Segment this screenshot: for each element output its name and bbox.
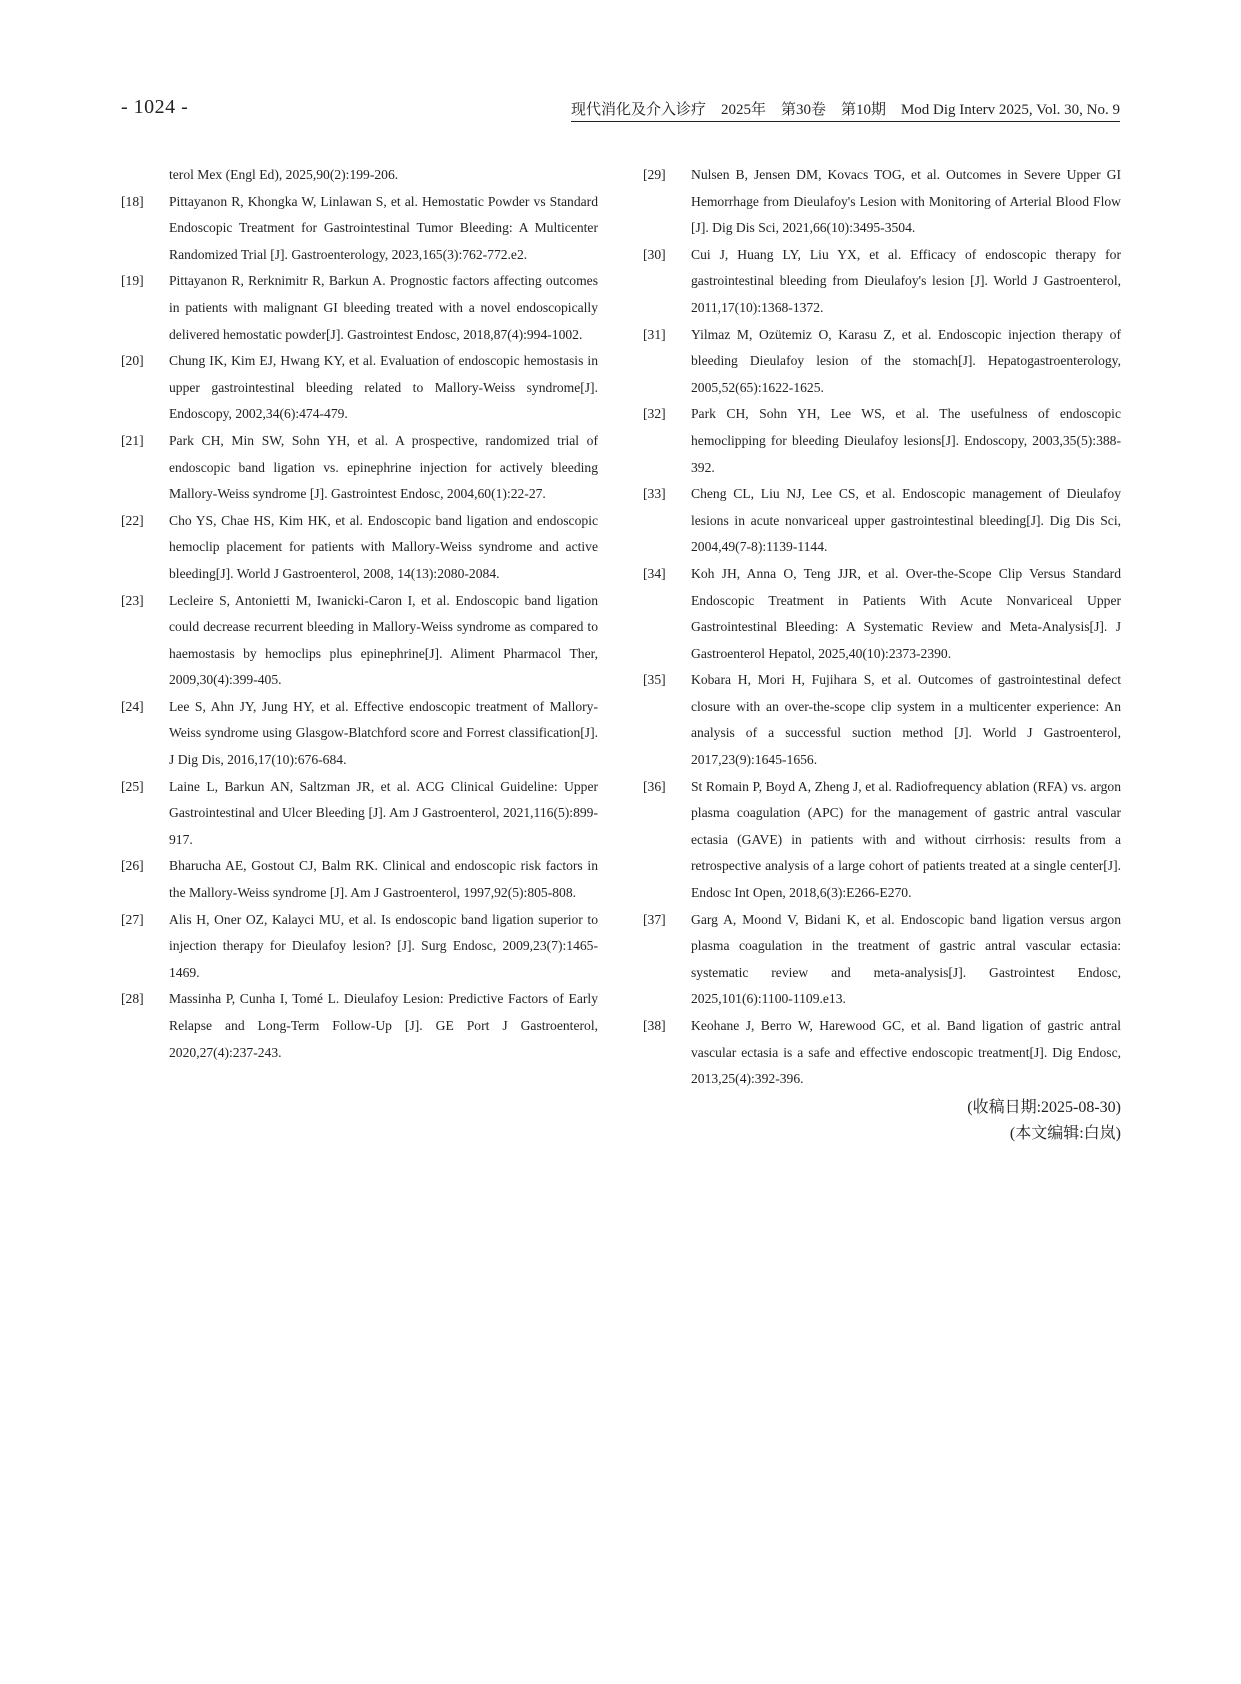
reference-item bbox=[121, 508, 598, 588]
reference-text: Lee S, Ahn JY, Jung HY, et al. Effective endoscopic treatment of Mallory-Weiss syndrome using Glasgow-Blatchford score and Forrest classification[J]. J Dig Dis, 2016,17(10):676-684. bbox=[169, 698, 598, 768]
reference-text: Lecleire S, Antonietti M, Iwanicki-Caron I, et al. Endoscopic band ligation could decrease recurrent bleeding in Mallory-Weiss syndrome as compared to haemostasis by hemoclips plus epinephrine[J]. Aliment Pharmacol Ther, 2009,30(4):399-405. bbox=[169, 592, 598, 688]
reference-number: [31] bbox=[643, 326, 666, 342]
reference-item bbox=[643, 907, 1121, 1013]
reference-text: Yilmaz M, Ozütemiz O, Karasu Z, et al. Endoscopic injection therapy of bleeding Dieulafoy lesion of the stomach[J]. Hepatogastroenterology, 2005,52(65):1622-1625. bbox=[691, 326, 1121, 395]
reference-text: Pittayanon R, Rerknimitr R, Barkun A. Prognostic factors affecting outcomes in patients with malignant GI bleeding treated with a novel endoscopically delivered hemostatic powder[J]. Gastrointest Endosc, 2018,87(4):994-1002. bbox=[169, 273, 598, 342]
reference-text: Keohane J, Berro W, Harewood GC, et al. Band ligation of gastric antral vascular ectasia is a safe and effective endoscopic treatment[J]. Dig Endosc, 2013,25(4):392-396. bbox=[691, 1018, 1121, 1087]
reference-item bbox=[643, 242, 1121, 322]
reference-number: [32] bbox=[643, 406, 666, 422]
reference-number: [29] bbox=[643, 167, 666, 182]
reference-text: Park CH, Sohn YH, Lee WS, et al. The usefulness of endoscopic hemoclipping for bleeding Dieulafoy lesions[J]. Endoscopy, 2003,35(5):388-392. bbox=[691, 406, 1121, 475]
reference-text: Alis H, Oner OZ, Kalayci MU, et al. Is endoscopic band ligation superior to injection therapy for Dieulafoy lesion? [J]. Surg Endosc, 2009,23(7):1465-1469. bbox=[169, 911, 598, 980]
reference-item bbox=[121, 694, 598, 774]
reference-item bbox=[121, 774, 598, 854]
reference-item bbox=[121, 428, 598, 508]
reference-text: Bharucha AE, Gostout CJ, Balm RK. Clinical and endoscopic risk factors in the Mallory-Weiss syndrome [J]. Am J Gastroenterol, 1997,92(5):805-808. bbox=[169, 858, 598, 901]
page-number: - 1024 - bbox=[121, 96, 189, 118]
reference-number: [28] bbox=[121, 991, 144, 1007]
reference-item bbox=[121, 853, 598, 906]
reference-number: [34] bbox=[643, 565, 666, 581]
reference-number: [35] bbox=[643, 672, 666, 688]
reference-item bbox=[643, 667, 1121, 773]
reference-text: Massinha P, Cunha I, Tomé L. Dieulafoy Lesion: Predictive Factors of Early Relapse and Long-Term Follow-Up [J]. GE Port J Gastroenterol, 2020,27(4):237-243. bbox=[169, 991, 598, 1060]
reference-item bbox=[643, 162, 1121, 242]
reference-number: [38] bbox=[643, 1018, 666, 1033]
article-footer-notes bbox=[643, 1095, 1121, 1147]
reference-text: Laine L, Barkun AN, Saltzman JR, et al. ACG Clinical Guideline: Upper Gastrointestinal and Ulcer Bleeding [J]. Am J Gastroenterol, 2021,116(5):899-917. bbox=[169, 778, 598, 847]
reference-text: Koh JH, Anna O, Teng JJR, et al. Over-the-Scope Clip Versus Standard Endoscopic Treatment in Patients With Acute Nonvariceal Upper Gastrointestinal Bleeding: A Systematic Review and Meta-Analysis[J]. J Gastroenterol Hepatol, 2025,40(10):2373-2390. bbox=[691, 565, 1121, 661]
reference-number: [25] bbox=[121, 778, 144, 794]
reference-item bbox=[121, 907, 598, 987]
page-header bbox=[121, 96, 1120, 122]
reference-number: [27] bbox=[121, 911, 144, 927]
reference-text: St Romain P, Boyd A, Zheng J, et al. Radiofrequency ablation (RFA) vs. argon plasma coagulation (APC) for the management of gastric antral vascular ectasia (GAVE) in patients with and without cirrhosis: results from a retrospective analysis of a large cohort of patients treated at a single center[J]. Endosc Int Open, 2018,6(3):E266-E270. bbox=[691, 778, 1121, 901]
reference-number: [23] bbox=[121, 592, 144, 608]
reference-text: Cui J, Huang LY, Liu YX, et al. Efficacy of endoscopic therapy for gastrointestinal bleeding from Dieulafoy's lesion [J]. World J Gastroenterol, 2011,17(10):1368-1372. bbox=[691, 246, 1121, 315]
left-column bbox=[121, 162, 598, 1066]
reference-item bbox=[643, 1013, 1121, 1093]
reference-text: Park CH, Min SW, Sohn YH, et al. A prospective, randomized trial of endoscopic band ligation vs. epinephrine injection for actively bleeding Mallory-Weiss syndrome [J]. Gastrointest Endosc, 2004,60(1):22-27. bbox=[169, 432, 598, 502]
received-date: (收稿日期:2025-08-30) bbox=[967, 1098, 1121, 1116]
reference-item bbox=[643, 401, 1121, 481]
reference-item bbox=[121, 588, 598, 694]
reference-text: Cho YS, Chae HS, Kim HK, et al. Endoscopic band ligation and endoscopic hemoclip placement for patients with Mallory-Weiss syndrome and active bleeding[J]. World J Gastroenterol, 2008, 14(13):2080-2084. bbox=[169, 512, 598, 581]
reference-number: [22] bbox=[121, 512, 144, 528]
reference-number: [37] bbox=[643, 911, 666, 927]
right-column bbox=[643, 162, 1121, 1147]
reference-number: [24] bbox=[121, 698, 144, 714]
reference-text: Chung IK, Kim EJ, Hwang KY, et al. Evaluation of endoscopic hemostasis in upper gastrointestinal bleeding related to Mallory-Weiss syndrome[J]. Endoscopy, 2002,34(6):474-479. bbox=[169, 353, 598, 422]
journal-running-head: 现代消化及介入诊疗 2025年 第30卷 第10期 Mod Dig Interv 2025, Vol. 30, No. 9 bbox=[571, 98, 1120, 122]
reference-number: [21] bbox=[121, 432, 144, 448]
reference-number: [19] bbox=[121, 273, 144, 289]
reference-number: [36] bbox=[643, 778, 666, 794]
reference-text: Nulsen B, Jensen DM, Kovacs TOG, et al. Outcomes in Severe Upper GI Hemorrhage from Dieulafoy's Lesion with Monitoring of Arterial Blood Flow [J]. Dig Dis Sci, 2021,66(10):3495-3504. bbox=[691, 167, 1121, 236]
reference-number: [30] bbox=[643, 246, 666, 262]
reference-number: [18] bbox=[121, 193, 144, 209]
reference-number: [33] bbox=[643, 486, 666, 502]
reference-item bbox=[121, 268, 598, 348]
reference-item bbox=[643, 774, 1121, 907]
reference-continuation: terol Mex (Engl Ed), 2025,90(2):199-206. bbox=[169, 167, 399, 182]
reference-item bbox=[121, 986, 598, 1066]
reference-item bbox=[643, 481, 1121, 561]
reference-text: Pittayanon R, Khongka W, Linlawan S, et al. Hemostatic Powder vs Standard Endoscopic Treatment for Gastrointestinal Tumor Bleeding: A Multicenter Randomized Trial [J]. Gastroenterology, 2023,165(3):762-772.e2. bbox=[169, 193, 598, 262]
reference-text: Garg A, Moond V, Bidani K, et al. Endoscopic band ligation versus argon plasma coagulation in the treatment of gastric antral vascular ectasia: systematic review and meta-analysis[J]. Gastrointest Endosc, 2025,101(6):1100-1109.e13. bbox=[691, 911, 1121, 1007]
reference-item bbox=[643, 322, 1121, 402]
reference-item bbox=[121, 348, 598, 428]
reference-item bbox=[643, 561, 1121, 667]
editor-note: (本文编辑:白岚) bbox=[1009, 1124, 1121, 1142]
reference-number: [26] bbox=[121, 858, 144, 874]
reference-number: [20] bbox=[121, 353, 144, 369]
reference-text: Kobara H, Mori H, Fujihara S, et al. Outcomes of gastrointestinal defect closure with an over-the-scope clip system in a multicenter experience: An analysis of a successful suction method [J]. World J Gastroenterol, 2017,23(9):1645-1656. bbox=[691, 672, 1121, 768]
reference-text: Cheng CL, Liu NJ, Lee CS, et al. Endoscopic management of Dieulafoy lesions in acute nonvariceal upper gastrointestinal bleeding[J]. Dig Dis Sci, 2004,49(7-8):1139-1144. bbox=[691, 486, 1121, 555]
reference-item bbox=[121, 189, 598, 269]
